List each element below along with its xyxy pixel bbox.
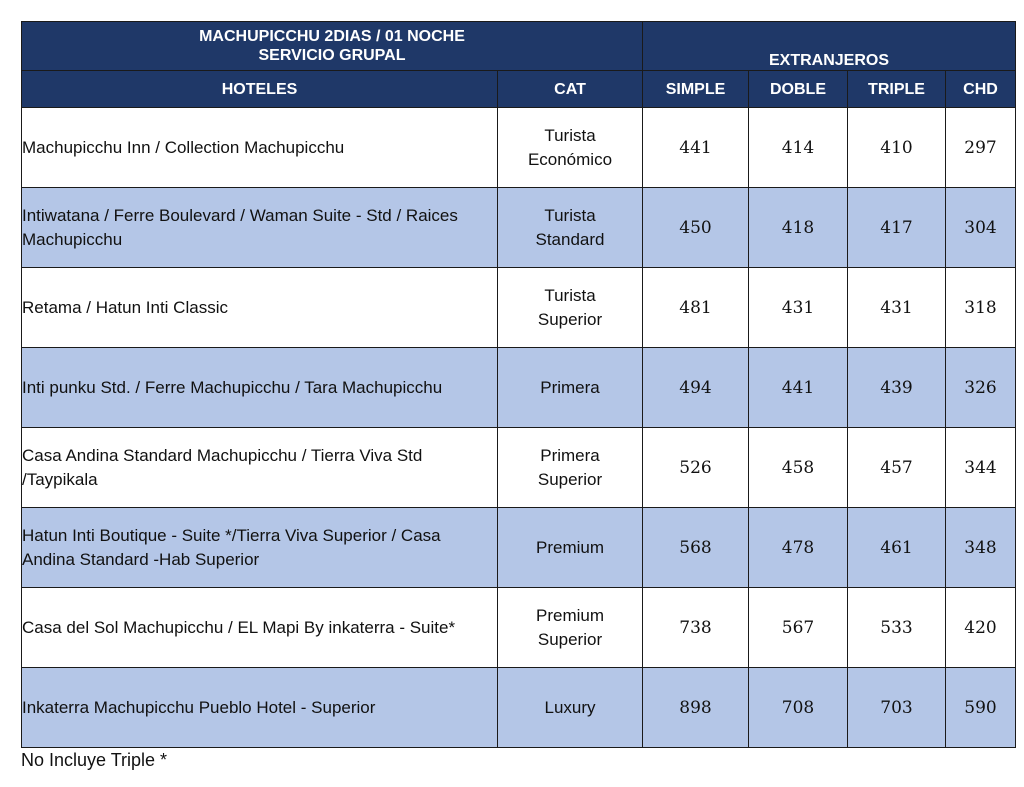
price-chd: 344 bbox=[946, 428, 1016, 508]
category-line-2: Superior bbox=[537, 469, 603, 489]
category-cell bbox=[498, 108, 643, 188]
price-doble: 418 bbox=[749, 188, 848, 268]
category-line-2: Standard bbox=[535, 229, 605, 249]
price-triple: 439 bbox=[848, 348, 946, 428]
table-row bbox=[22, 348, 1016, 428]
price-doble: 441 bbox=[749, 348, 848, 428]
price-simple: 494 bbox=[643, 348, 749, 428]
price-simple: 441 bbox=[643, 108, 749, 188]
category-cell bbox=[498, 508, 643, 588]
price-doble: 708 bbox=[749, 668, 848, 748]
table-row bbox=[22, 268, 1016, 348]
price-doble: 478 bbox=[749, 508, 848, 588]
price-triple: 410 bbox=[848, 108, 946, 188]
price-triple: 417 bbox=[848, 188, 946, 268]
table-row bbox=[22, 668, 1016, 748]
price-triple: 533 bbox=[848, 588, 946, 668]
price-chd: 420 bbox=[946, 588, 1016, 668]
col-header-simple: SIMPLE bbox=[643, 71, 749, 108]
price-triple: 461 bbox=[848, 508, 946, 588]
price-chd: 297 bbox=[946, 108, 1016, 188]
hotel-cell: Retama / Hatun Inti Classic bbox=[22, 268, 498, 348]
title-line-2: SERVICIO GRUPAL bbox=[258, 47, 406, 64]
price-simple: 450 bbox=[643, 188, 749, 268]
price-simple: 481 bbox=[643, 268, 749, 348]
hotel-cell: Intiwatana / Ferre Boulevard / Waman Suite - Std / Raices Machupicchu bbox=[22, 188, 498, 268]
price-simple: 898 bbox=[643, 668, 749, 748]
hotel-cell: Casa del Sol Machupicchu / EL Mapi By inkaterra - Suite* bbox=[22, 588, 498, 668]
group-header-extranjeros: EXTRANJEROS bbox=[643, 22, 1016, 71]
hotel-cell: Inti punku Std. / Ferre Machupicchu / Tara Machupicchu bbox=[22, 348, 498, 428]
price-chd: 304 bbox=[946, 188, 1016, 268]
rates-table bbox=[21, 21, 1016, 748]
category-line-1: Premium bbox=[535, 537, 604, 557]
price-doble: 458 bbox=[749, 428, 848, 508]
table-row bbox=[22, 188, 1016, 268]
category-line-1: Premium bbox=[535, 605, 604, 625]
price-chd: 318 bbox=[946, 268, 1016, 348]
table-row bbox=[22, 108, 1016, 188]
hotel-cell: Casa Andina Standard Machupicchu / Tierra Viva Std /Taypikala bbox=[22, 428, 498, 508]
category-line-1: Turista bbox=[544, 205, 596, 225]
category-line-1: Turista bbox=[544, 285, 596, 305]
price-triple: 457 bbox=[848, 428, 946, 508]
category-line-1: Luxury bbox=[544, 697, 596, 717]
category-cell bbox=[498, 668, 643, 748]
category-cell bbox=[498, 268, 643, 348]
price-simple: 568 bbox=[643, 508, 749, 588]
price-chd: 326 bbox=[946, 348, 1016, 428]
title-line-1: MACHUPICCHU 2DIAS / 01 NOCHE bbox=[199, 28, 465, 45]
col-header-hotels: HOTELES bbox=[22, 71, 498, 108]
price-doble: 431 bbox=[749, 268, 848, 348]
category-cell bbox=[498, 348, 643, 428]
category-line-1: Primera bbox=[540, 377, 600, 397]
category-line-1: Turista bbox=[544, 125, 596, 145]
hotel-cell: Inkaterra Machupicchu Pueblo Hotel - Superior bbox=[22, 668, 498, 748]
table-title bbox=[22, 22, 643, 71]
category-line-2: Superior bbox=[537, 629, 603, 649]
category-cell bbox=[498, 188, 643, 268]
hotel-cell: Machupicchu Inn / Collection Machupicchu bbox=[22, 108, 498, 188]
price-triple: 703 bbox=[848, 668, 946, 748]
category-line-1: Primera bbox=[540, 445, 600, 465]
col-header-chd: CHD bbox=[946, 71, 1016, 108]
col-header-cat: CAT bbox=[498, 71, 643, 108]
category-cell bbox=[498, 428, 643, 508]
hotel-cell: Hatun Inti Boutique - Suite */Tierra Viva Superior / Casa Andina Standard -Hab Superior bbox=[22, 508, 498, 588]
table-row bbox=[22, 588, 1016, 668]
table-row bbox=[22, 508, 1016, 588]
price-simple: 526 bbox=[643, 428, 749, 508]
price-doble: 414 bbox=[749, 108, 848, 188]
table-row bbox=[22, 428, 1016, 508]
price-simple: 738 bbox=[643, 588, 749, 668]
category-line-2: Superior bbox=[537, 309, 603, 329]
category-cell bbox=[498, 588, 643, 668]
price-triple: 431 bbox=[848, 268, 946, 348]
price-chd: 348 bbox=[946, 508, 1016, 588]
price-chd: 590 bbox=[946, 668, 1016, 748]
col-header-triple: TRIPLE bbox=[848, 71, 946, 108]
col-header-doble: DOBLE bbox=[749, 71, 848, 108]
price-doble: 567 bbox=[749, 588, 848, 668]
footnote: No Incluye Triple * bbox=[21, 750, 168, 770]
category-line-2: Económico bbox=[527, 149, 613, 169]
